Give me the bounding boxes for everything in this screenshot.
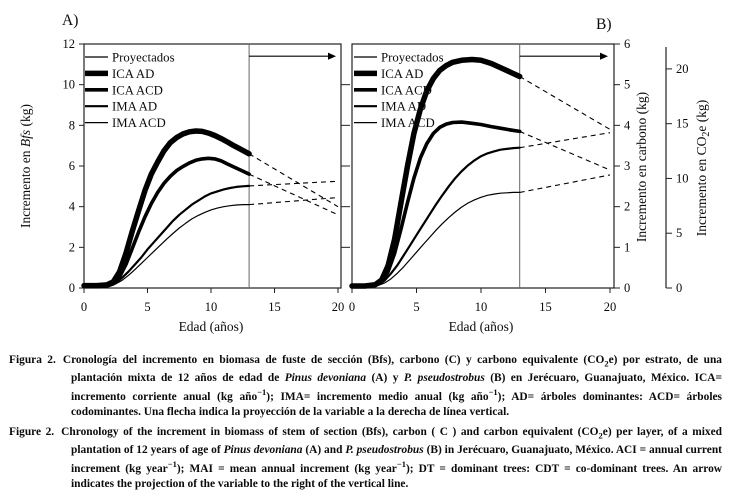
y-tick-label: 2 (68, 240, 75, 255)
carbon-tick-label: 1 (624, 240, 631, 255)
carbon-tick-label: 3 (624, 159, 631, 173)
figure-captions (9, 353, 722, 497)
caption-italic-segment: P. pseudostrobus (403, 371, 485, 384)
legend-label: ICA AD (112, 66, 155, 81)
y-tick-label: 12 (62, 37, 75, 51)
projection-a-ima-acd (249, 198, 338, 205)
y-axis-title: Incremento en Bfs (kg) (18, 103, 33, 229)
projection-a-ica-acd (249, 174, 338, 215)
y-tick-label: 4 (68, 199, 75, 214)
legend-label: Proyectados (381, 50, 444, 65)
series-a-ica-ad (84, 131, 249, 286)
x-tick-label: 10 (204, 300, 218, 314)
legend-label: IMA AD (112, 99, 158, 114)
co2e-tick-label: 20 (676, 61, 689, 76)
co2e-tick-label: 0 (676, 281, 683, 295)
y-tick-label: 6 (68, 159, 75, 173)
projection-arrow-head (328, 53, 336, 60)
caption-italic-segment: Pinus devoniana (223, 443, 303, 456)
projection-b-ica-acd (520, 131, 610, 170)
series-a-ima-acd (84, 205, 249, 288)
x-tick-label: 0 (80, 300, 88, 314)
caption-italic-segment: Pinus devoniana (284, 371, 367, 384)
x-tick-label: 15 (268, 300, 281, 314)
carbon-tick-label: 2 (624, 199, 631, 214)
panel-a (79, 44, 350, 293)
x-tick-label: 20 (603, 300, 617, 314)
caption-label: Figura 2. (9, 354, 56, 366)
caption-italic-segment: P. pseudostrobus (345, 443, 424, 456)
carbon-tick-label: 0 (624, 281, 631, 295)
x-tick-label: 5 (144, 300, 151, 314)
caption-spanish (9, 353, 722, 420)
x-tick-label: 5 (413, 300, 420, 314)
projection-arrow-head (600, 53, 608, 60)
legend-label: IMA ACD (112, 116, 166, 131)
x-tick-label: 15 (539, 300, 552, 314)
series-a-ica-acd (84, 158, 249, 286)
carbon-axis-title: Incremento en carbono (kg) (634, 91, 649, 243)
x-axis-title: Edad (años) (178, 319, 244, 334)
caption-sup-segment: −1 (396, 459, 406, 470)
caption-sub-segment: 2 (598, 430, 603, 441)
co2e-tick-label: 5 (676, 226, 683, 241)
caption-label: Figure 2. (9, 425, 55, 438)
caption-sub-segment: 2 (604, 358, 609, 369)
projection-a-ima-ad (249, 181, 338, 186)
legend-label: IMA AD (381, 99, 427, 114)
legend-label: ICA ACD (112, 83, 163, 98)
series-a-ima-ad (84, 186, 249, 287)
co2e-tick-label: 15 (676, 116, 689, 131)
caption-text: Cronología del incremento en biomasa de fuste de sección (Bfs), carbono (C) y carbono equivalente $(CO_2e)$ por estrato, de una plantación mixta de 12 años de edad de Pinus devoniana (A) y P. pseudostrobus (B) en Jerécuaro, Guanajuato, México. ICA= incremento corriente anual (kg año$^{-1}$); IMA= incremento medio anual (kg año$^{-1}$); AD= árboles dominantes: ACD= árboles codominantes. Una flecha indica la proyección de la variable a la derecha de línea vertical. (62, 354, 722, 419)
y-tick-label: 10 (62, 77, 75, 92)
x-tick-label: 20 (331, 300, 345, 314)
projection-b-ima-acd (520, 175, 610, 192)
panel-label: B) (596, 16, 612, 33)
carbon-tick-label: 4 (624, 118, 631, 133)
x-tick-label: 0 (348, 300, 356, 314)
carbon-tick-label: 6 (624, 37, 631, 51)
projection-b-ima-ad (520, 133, 610, 148)
x-axis-title: Edad (años) (448, 319, 514, 334)
series-b-ica-ad (352, 60, 520, 287)
carbon-tick-label: 5 (624, 77, 631, 92)
panel-label: A) (62, 12, 79, 29)
legend-label: ICA ACD (381, 83, 432, 98)
caption-sup-segment: −1 (167, 459, 177, 470)
projection-b-ica-ad (520, 77, 610, 130)
caption-english (9, 425, 722, 492)
legend-label: Proyectados (112, 50, 175, 65)
co2e-tick-label: 10 (676, 171, 689, 186)
y-tick-label: 8 (68, 118, 75, 133)
caption-sup-segment: −1 (257, 387, 267, 398)
series-b-ima-ad (352, 148, 520, 287)
co2e-axis-title: Incremento en $CO_2e$ (kg) (694, 99, 712, 237)
caption-sup-segment: −1 (488, 387, 498, 398)
x-tick-label: 10 (474, 300, 488, 314)
caption-text: Chronology of the increment in biomass of stem of section (Bfs), carbon ( C ) and carbon equivalent $(CO_2e)$ per layer, of a mixed plantation of 12 years of age of Pinus devoniana (A) and P. pseudostrobus (B) in Jerécuaro, Guanajuato, México. ACI = annual current increment (kg year$^{-1}$); MAI = mean annual increment (kg year$^{-1}$); DT = dominant trees: CDT = co-dominant trees. An arrow indicates the projection of the variable to the right of the vertical line. (61, 425, 723, 491)
legend-label: IMA ACD (381, 116, 435, 131)
y-tick-label: 0 (68, 281, 75, 295)
legend-label: ICA AD (381, 66, 424, 81)
